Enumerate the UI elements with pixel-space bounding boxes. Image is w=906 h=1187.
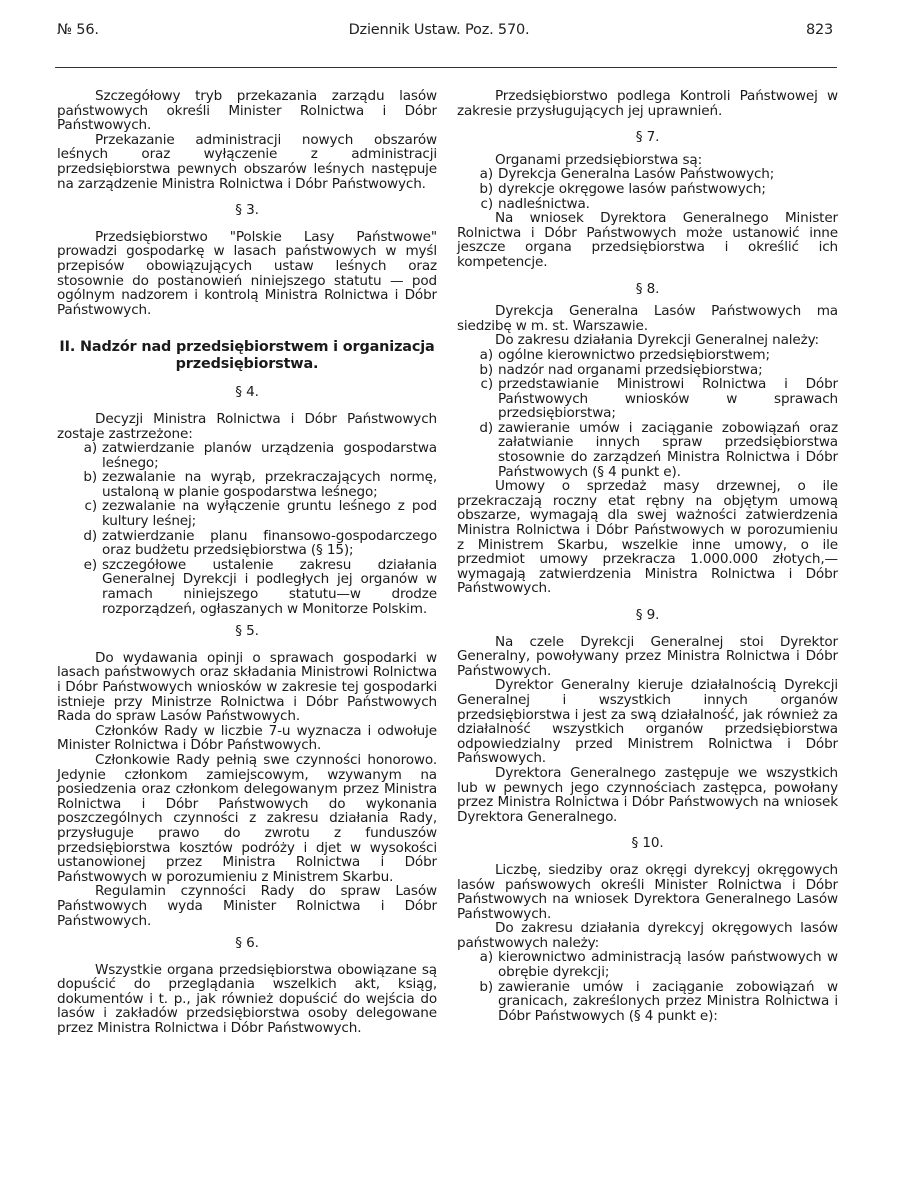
- paragraph: Dyrektor Generalny kieruje działalnością Dyrekcji Generalnej i wszystkich innych organów przedsiębiorstwa i jest za swą działalność, jak również za działalność wszystkich organów przedsiębiorstwa odpowiedzialny przed Ministrem Rolnictwa i Dóbr Pańswowych.: [457, 677, 838, 767]
- section-number: § 4.: [235, 384, 259, 401]
- list-item: d) zatwierdzanie planu finansowo-gospodarczego oraz budżetu przedsiębiorstwa (§ 15);: [83, 527, 437, 559]
- section-number: § 7.: [635, 129, 660, 146]
- section-number: § 8.: [635, 280, 660, 297]
- paragraph: Do zakresu działania Dyrekcji Generalnej należy:: [495, 332, 819, 349]
- chapter-heading: [57, 339, 437, 373]
- paragraph: Członkowie Rady pełnią swe czynności honorowo. Jedynie członkom zamiejscowym, wzywanym na posiedzenia oraz członkom delegowanym przez Ministra Rolnictwa i Dóbr Państwowych do wykonania poszczególnych czynności z zakresu działania Rady, przysługuje prawo do zwrotu z funduszów przedsiębiorstwa kosztów podróży i djet w wysokości ustanowionej przez Ministra Rolnictwa i Dóbr Państwowych w porozumieniu z Ministrem Skarbu.: [57, 751, 437, 885]
- list-sec10: [457, 950, 838, 1023]
- list-item: c) nadleśnictwa.: [480, 195, 590, 212]
- left-column: [57, 89, 437, 1036]
- chapter-heading-line1: II. Nadzór nad przedsiębiorstwem i organizacja: [59, 339, 435, 356]
- paragraph: Umowy o sprzedaż masy drzewnej, o ile przekraczają roczny etat rębny na objętym umową obszarze, wymagają dla swej ważności zatwierdzenia Ministra Rolnictwa i Dóbr Państwowych w porozumieniu z Ministrem Skarbu, wszelkie inne umowy, o ile przedmiot umowy przekracza 1.000.000 złotych,— wymagają zatwierdzenia Ministra Rolnictwa i Dóbr Państwowych.: [457, 478, 838, 597]
- paragraph: Regulamin czynności Rady do spraw Lasów Państwowych wyda Minister Rolnictwa i Dóbr Państwowych.: [57, 883, 437, 929]
- section-number: § 9.: [635, 607, 660, 623]
- paragraph: Wszystkie organa przedsiębiorstwa obowiązane są dopuścić do przeglądania wszelkich akt, ksiąg, dokumentów i t. p., jak również dopuścić do wejścia do lasów i zakładów przedsiębiorstwa osoby delegowane przez Ministra Rolnictwa i Dóbr Państwowych.: [57, 961, 437, 1037]
- list-item: c) zezwalanie na wyłączenie gruntu leśnego z pod kultury leśnej;: [84, 498, 437, 530]
- list-item: a) zatwierdzanie planów urządzenia gospodarstwa leśnego;: [83, 440, 437, 471]
- list-item: d) zawieranie umów i zaciąganie zobowiązań oraz załatwianie innych spraw przedsiębiorstwa stosownie do zarządzeń Ministra Rolnictwa i Dóbr Państwowych (§ 4 punkt e).: [479, 419, 838, 480]
- paragraph: Szczegółowy tryb przekazania zarządu lasów państwowych określi Minister Rolnictwa i Dóbr Państwowych.: [57, 88, 437, 134]
- paragraph: Do zakresu działania dyrekcyj okręgowych lasów państwowych należy:: [457, 920, 838, 951]
- page-number: 823: [806, 22, 834, 38]
- list-item: a) Dyrekcja Generalna Lasów Państwowych;: [479, 166, 775, 183]
- list-item: a) kierownictwo administracją lasów państwowych w obrębie dyrekcji;: [479, 949, 838, 981]
- section-number: § 3.: [235, 202, 259, 219]
- issue-number: № 56.: [57, 22, 99, 38]
- paragraph: Dyrektora Generalnego zastępuje we wszystkich lub w pewnych jego czynnościach zastępca, powołany przez Ministra Rolnictwa i Dóbr Państwowych na wniosek Dyrektora Generalnego.: [457, 764, 838, 825]
- paragraph: Członków Rady w liczbie 7-u wyznacza i odwołuje Minister Rolnictwa i Dóbr Państwowych.: [57, 722, 437, 754]
- header-rule: [55, 67, 837, 68]
- paragraph: Na wniosek Dyrektora Generalnego Minister Rolnictwa i Dóbr Państwowych może ustanowić inne jeszcze organa przedsiębiorstwa i określić ich kompetencje.: [457, 210, 838, 270]
- list-item: a) ogólne kierownictwo przedsiębiorstwem;: [479, 346, 770, 363]
- paragraph: Przedsiębiorstwo "Polskie Lasy Państwowe" prowadzi gospodarkę w lasach państwowych w myśl przepisów obowiązujących ustaw leśnych oraz stosownie do postanowień niniejszego statutu — pod ogólnym nadzorem i kontrolą Ministra Rolnictwa i Dóbr Państwowych.: [57, 228, 437, 318]
- section-number: § 10.: [631, 835, 664, 852]
- paragraph: Decyzji Ministra Rolnictwa i Dóbr Państwowych zostaje zastrzeżone:: [57, 410, 437, 442]
- journal-title: Dziennik Ustaw. Poz. 570.: [348, 22, 530, 38]
- paragraph: Przedsiębiorstwo podlega Kontroli Państwowej w zakresie przysługujących jej uprawnień.: [457, 88, 838, 119]
- paragraph: Organami przedsiębiorstwa są:: [495, 151, 702, 168]
- paragraph: Liczbę, siedziby oraz okręgi dyrekcyj okręgowych lasów pańswowych określi Minister Rolnictwa i Dóbr Państwowych na wniosek Dyrektora Generalnego Lasów Państwowych.: [457, 861, 838, 922]
- section-number: § 6.: [235, 935, 259, 952]
- right-column: [457, 89, 838, 1023]
- list-item: b) zezwalanie na wyrąb, przekraczających normę, ustaloną w planie gospodarstwa leśnego;: [83, 469, 437, 500]
- paragraph: Przekazanie administracji nowych obszarów leśnych oraz wyłączenie z administracji przedsiębiorstwa pewnych obszarów leśnych następuje na zarządzenie Ministra Rolnictwa i Dóbr Państwowych.: [57, 131, 437, 192]
- chapter-heading-line2: przedsiębiorstwa.: [175, 356, 319, 373]
- list-item: b) dyrekcje okręgowe lasów państwowych;: [479, 180, 766, 197]
- list-sec8: [457, 348, 838, 479]
- section-number: § 5.: [235, 623, 259, 640]
- paragraph: Do wydawania opinji o sprawach gospodarki w lasach państwowych oraz składania Ministrowi Rolnictwa i Dóbr Państwowych wniosków w zakresie tej gospodarki istnieje przy Ministrze Rolnictwa i Dóbr Państwowych Rada do spraw Lasów Państwowych.: [57, 649, 437, 725]
- list-sec7: [457, 167, 838, 211]
- list-item: c) przedstawianie Ministrowi Rolnictwa i Dóbr Państwowych wniosków w sprawach przedsiębiorstwa;: [480, 376, 838, 422]
- list-item: e) szczegółowe ustalenie zakresu działania Generalnej Dyrekcji i podległych jej organów w ramach niniejszego statutu—w drodze rozporządzeń, ogłaszanych w Monitorze Polskim.: [83, 556, 437, 617]
- paragraph: Na czele Dyrekcji Generalnej stoi Dyrektor Generalny, powoływany przez Ministra Rolnictwa i Dóbr Państwowych.: [457, 633, 838, 679]
- list-sec4: [57, 441, 437, 616]
- list-item: b) zawieranie umów i zaciąganie zobowiązań w granicach, zakreślonych przez Ministra Rolnictwa i Dóbr Państwowych (§ 4 punkt e):: [479, 978, 838, 1024]
- paragraph: Dyrekcja Generalna Lasów Państwowych ma siedzibę w m. st. Warszawie.: [457, 303, 838, 334]
- list-item: b) nadzór nad organami przedsiębiorstwa;: [479, 361, 763, 378]
